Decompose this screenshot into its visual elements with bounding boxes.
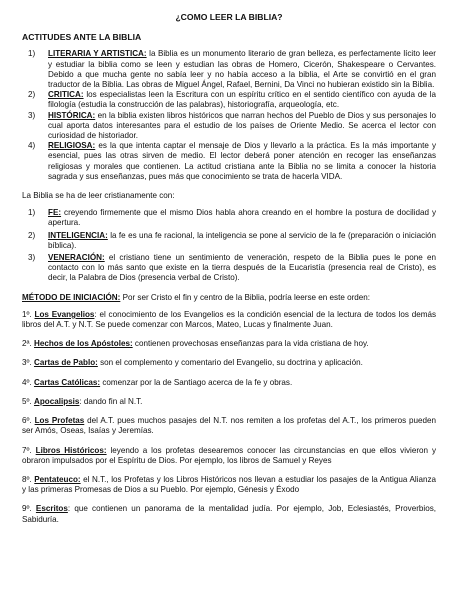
item-text: la fe es una fe racional, la inteligencia se pone al servicio de la fe (preparación o iniciación bíblica). (48, 230, 436, 250)
item-number: 5º. (22, 396, 32, 406)
item-label: HISTÓRICA: (48, 110, 96, 120)
item-number: 4) (28, 141, 36, 151)
item-text: el N.T., los Profetas y los Libros Históricos nos llevan a estudiar los pasajes de la Antigua Alianza y las primeras Promesas de Dios a su Pueblo. Por ejemplo, Génesis y Éxodo (22, 474, 437, 495)
item-number: 2) (28, 90, 36, 100)
item-text: : el conocimiento de los Evangelios es la condición esencial de la lectura de todos los demás libros del A.T. y N.T. Se puede comenzar con Marcos, Mateo, Lucas y finalmente Juan. (22, 309, 437, 330)
christian-list (28, 208, 436, 283)
item-number: 7º. (22, 445, 32, 455)
list-item (28, 253, 436, 284)
list-item (22, 397, 436, 407)
item-number: 1º. (22, 309, 32, 319)
item-label: Escritos (35, 504, 68, 514)
list-item (22, 475, 436, 495)
item-text: leyendo a los profetas desearemos conocer las circunstancias en que ellos vivieron y obraron impulsados por el Espíritu de Dios. Por ejemplo, los libros de Samuel y Reyes (22, 445, 437, 465)
item-text: contienen provechosas enseñanzas para la vida cristiana de hoy. (132, 339, 369, 349)
item-label: Hechos de los Apóstoles: (34, 339, 133, 349)
item-label: RELIGIOSA: (48, 141, 96, 151)
attitudes-list (28, 49, 436, 182)
item-text: el cristiano tiene un sentimiento de veneración, respeto de la Biblia pues le pone en contacto con lo más santo que existe en la tierra después de la Eucaristía (presencia real de Cristo), es decir, la Palabra de Dios (presencia verbal de Cristo). (48, 253, 436, 283)
list-item (22, 446, 436, 466)
item-label: LITERARIA Y ARTISTICA: (48, 49, 147, 59)
item-text: en la biblia existen libros históricos que narran hechos del Pueblo de Dios y sus personajes lo cual aporta datos interesantes para el estudio de los países de Oriente Medio. Se acerca el lector con curiosidad de historiador. (48, 110, 436, 141)
list-item (28, 90, 436, 110)
list-item (28, 208, 436, 228)
list-item (22, 416, 436, 436)
item-number: 1) (28, 208, 36, 218)
list-item (22, 358, 436, 368)
item-text: comenzar por la de Santiago acerca de la fe y obras. (100, 377, 293, 387)
item-text: creyendo firmemente que el mismo Dios habla ahora creando en el hombre la postura de docilidad y apertura. (48, 208, 436, 228)
list-item (28, 111, 436, 142)
item-text: los especialistas leen la Escritura con un espíritu crítico en el sentido científico con ayuda de la filología (estudia la construcción de las palabras), historiografía, arqueología, etc. (48, 90, 436, 110)
item-label: INTELIGENCIA: (48, 230, 108, 240)
list-item (22, 504, 436, 524)
item-number: 8º. (22, 474, 32, 484)
item-label: FE: (48, 208, 62, 218)
reading-order-list (22, 310, 436, 525)
item-text: la Biblia es un monumento literario de gran belleza, es perfectamente lícito leer y estudiar la biblia como se leen y estudian las obras de Homero, Cicerón, Shakespeare o Cervantes. Debido a que mucha gente no sabía leer y no había acceso a la biblia, el Arte se convirtió en el gran traductor de la Biblia. Las obras de Miguel Ángel, Rafael, Bernini, Da Vinci no hubieran existido sin la Biblia. (48, 49, 437, 90)
item-number: 6º. (22, 416, 32, 426)
item-label: Libros Históricos: (35, 445, 107, 455)
method-text: Por ser Cristo el fin y centro de la Biblia, podría leerse en este orden: (120, 292, 371, 302)
section-heading-attitudes: ACTITUDES ANTE LA BIBLIA (22, 32, 142, 43)
item-label: Cartas de Pablo: (33, 358, 98, 368)
item-number: 2) (28, 230, 36, 240)
item-text: son el complemento y comentario del Evangelio, su doctrina y aplicación. (97, 358, 363, 368)
item-label: Cartas Católicas: (33, 377, 101, 387)
list-item (28, 141, 436, 182)
item-number: 2ª. (22, 339, 32, 349)
item-label: Pentateuco: (34, 474, 81, 484)
list-item (22, 339, 436, 349)
item-number: 9º. (22, 504, 32, 514)
item-label: Los Profetas (34, 416, 85, 426)
item-number: 3) (28, 110, 36, 120)
list-item (28, 231, 436, 251)
list-item (22, 310, 436, 330)
item-text: : dando fin al N.T. (79, 396, 143, 406)
item-text: del A.T. pues muchos pasajes del N.T. nos remiten a los profetas del A.T., los primeros pueden ser Amós, Oseas, Isaías y Jeremías. (22, 416, 437, 436)
item-text: es la que intenta captar el mensaje de Dios y llevarlo a la práctica. Es la más importante y esencial, pues las otras sirven de medio. El lector deberá poner atención en recoger las enseñanzas religiosas y morales que contienen. La actitud cristiana ante la Biblia no se limita a conocer la historia sagrada y sus enseñanzas, pues más que conocimiento se trata de hacerla VIDA. (48, 141, 436, 181)
item-label: CRITICA: (48, 90, 84, 100)
item-number: 3º. (22, 358, 32, 368)
list-item (22, 378, 436, 388)
item-label: Apocalipsis (33, 396, 80, 406)
item-number: 1) (28, 49, 36, 59)
method-intro (22, 293, 436, 303)
christian-intro: La Biblia se ha de leer cristianamente con: (22, 191, 175, 201)
method-label: MÉTODO DE INICIACIÓN: (22, 292, 121, 302)
item-label: Los Evangelios (34, 309, 95, 319)
item-label: VENERACIÓN: (48, 253, 105, 263)
page-title: ¿COMO LEER LA BIBLIA? (175, 12, 283, 22)
item-number: 4º. (22, 377, 32, 387)
item-number: 3) (28, 253, 36, 263)
list-item (28, 49, 436, 90)
item-text: : que contienen un panorama de la mentalidad judía. Por ejemplo, Job, Eclesiastés, Proverbios, Sabiduría. (22, 504, 437, 524)
